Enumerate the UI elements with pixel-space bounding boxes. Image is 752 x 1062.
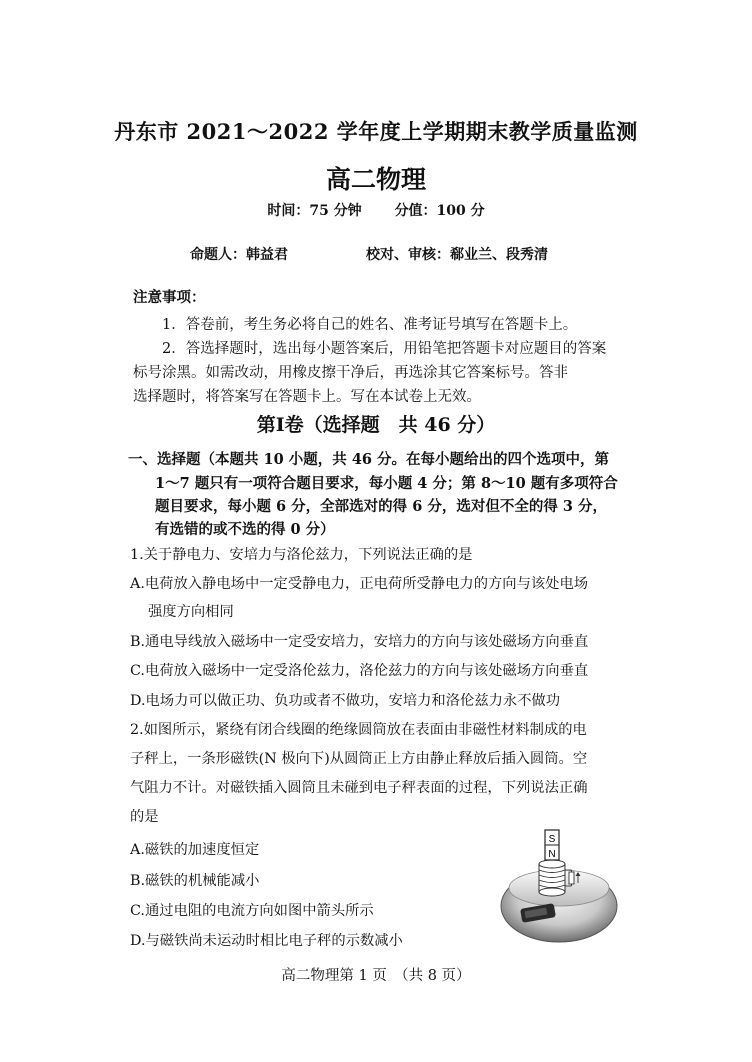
section-instructions: 一、选择题（本题共 10 小题，共 46 分。在每小题给出的四个选项中，第 (128, 451, 610, 468)
q2-stem: 子秤上，一条形磁铁(N 极向下)从圆筒正上方由静止释放后插入圆筒。空 (130, 751, 588, 767)
exam-score: 分值：100 分 (394, 203, 485, 219)
q1-stem: 1.关于静电力、安培力与洛伦兹力，下列说法正确的是 (130, 547, 473, 563)
notice-line: 1．答卷前，考生务必将自己的姓名、准考证号填写在答题卡上。 (162, 317, 578, 333)
q1-option-c: C.电荷放入磁场中一定受洛伦兹力，洛伦兹力的方向与该处磁场方向垂直 (130, 663, 589, 679)
q1-option-a-cont: 强度方向相同 (148, 604, 234, 620)
scale-magnet-figure (493, 826, 625, 952)
notice-line: 选择题时，将答案写在答题卡上。写在本试卷上无效。 (133, 389, 481, 405)
q2-option-c: C.通过电阻的电流方向如图中箭头所示 (130, 903, 374, 919)
q1-option-b: B.通电导线放入磁场中一定受安培力，安培力的方向与该处磁场方向垂直 (130, 634, 589, 650)
exam-checkers: 校对、审核：郗业兰、段秀清 (366, 247, 548, 263)
q2-option-d: D.与磁铁尚未运动时相比电子秤的示数减小 (130, 933, 403, 949)
q1-option-d: D.电场力可以做正功、负功或者不做功，安培力和洛伦兹力永不做功 (130, 693, 561, 709)
notice-line: 2．答选择题时，选出每小题答案后，用铅笔把答题卡对应题目的答案 (162, 341, 607, 357)
resistor (569, 872, 574, 884)
magnet-south-label: S (548, 834, 556, 845)
section-instructions: 题目要求，每小题 6 分，全部选对的得 6 分，选对但不全的得 3 分， (155, 498, 608, 515)
notice-heading: 注意事项： (133, 289, 206, 306)
q2-option-b: B.磁铁的机械能减小 (130, 873, 260, 889)
q2-option-a: A.磁铁的加速度恒定 (130, 842, 260, 858)
q1-option-a: A.电荷放入静电场中一定受静电力，正电荷所受静电力的方向与该处电场 (130, 576, 589, 592)
exam-title: 丹东市 2021～2022 学年度上学期期末教学质量监测 (114, 119, 638, 144)
exam-meta (0, 200, 752, 220)
q2-stem: 的是 (130, 809, 159, 825)
q2-stem: 2.如图所示，紧绕有闭合线圈的绝缘圆筒放在表面由非磁性材料制成的电 (130, 722, 587, 738)
q2-stem: 气阻力不计。对磁铁插入圆筒且未碰到电子秤表面的过程，下列说法正确 (130, 780, 588, 796)
exam-author: 命题人：韩益君 (190, 247, 288, 263)
page-footer: 高二物理第 1 页 （共 8 页） (281, 968, 471, 984)
magnet-north-label: N (548, 849, 556, 860)
exam-time: 时间：75 分钟 (267, 203, 362, 219)
part-title: 第Ⅰ卷（选择题 共 46 分） (256, 414, 496, 436)
section-instructions: 有选错的或不选的得 0 分） (155, 521, 335, 538)
notice-line: 标号涂黑。如需改动，用橡皮擦干净后，再选涂其它答案标号。答非 (133, 365, 568, 381)
subject-title: 高二物理 (325, 165, 426, 194)
section-instructions: 1～7 题只有一项符合题目要求，每小题 4 分；第 8～10 题有多项符合 (155, 475, 618, 492)
